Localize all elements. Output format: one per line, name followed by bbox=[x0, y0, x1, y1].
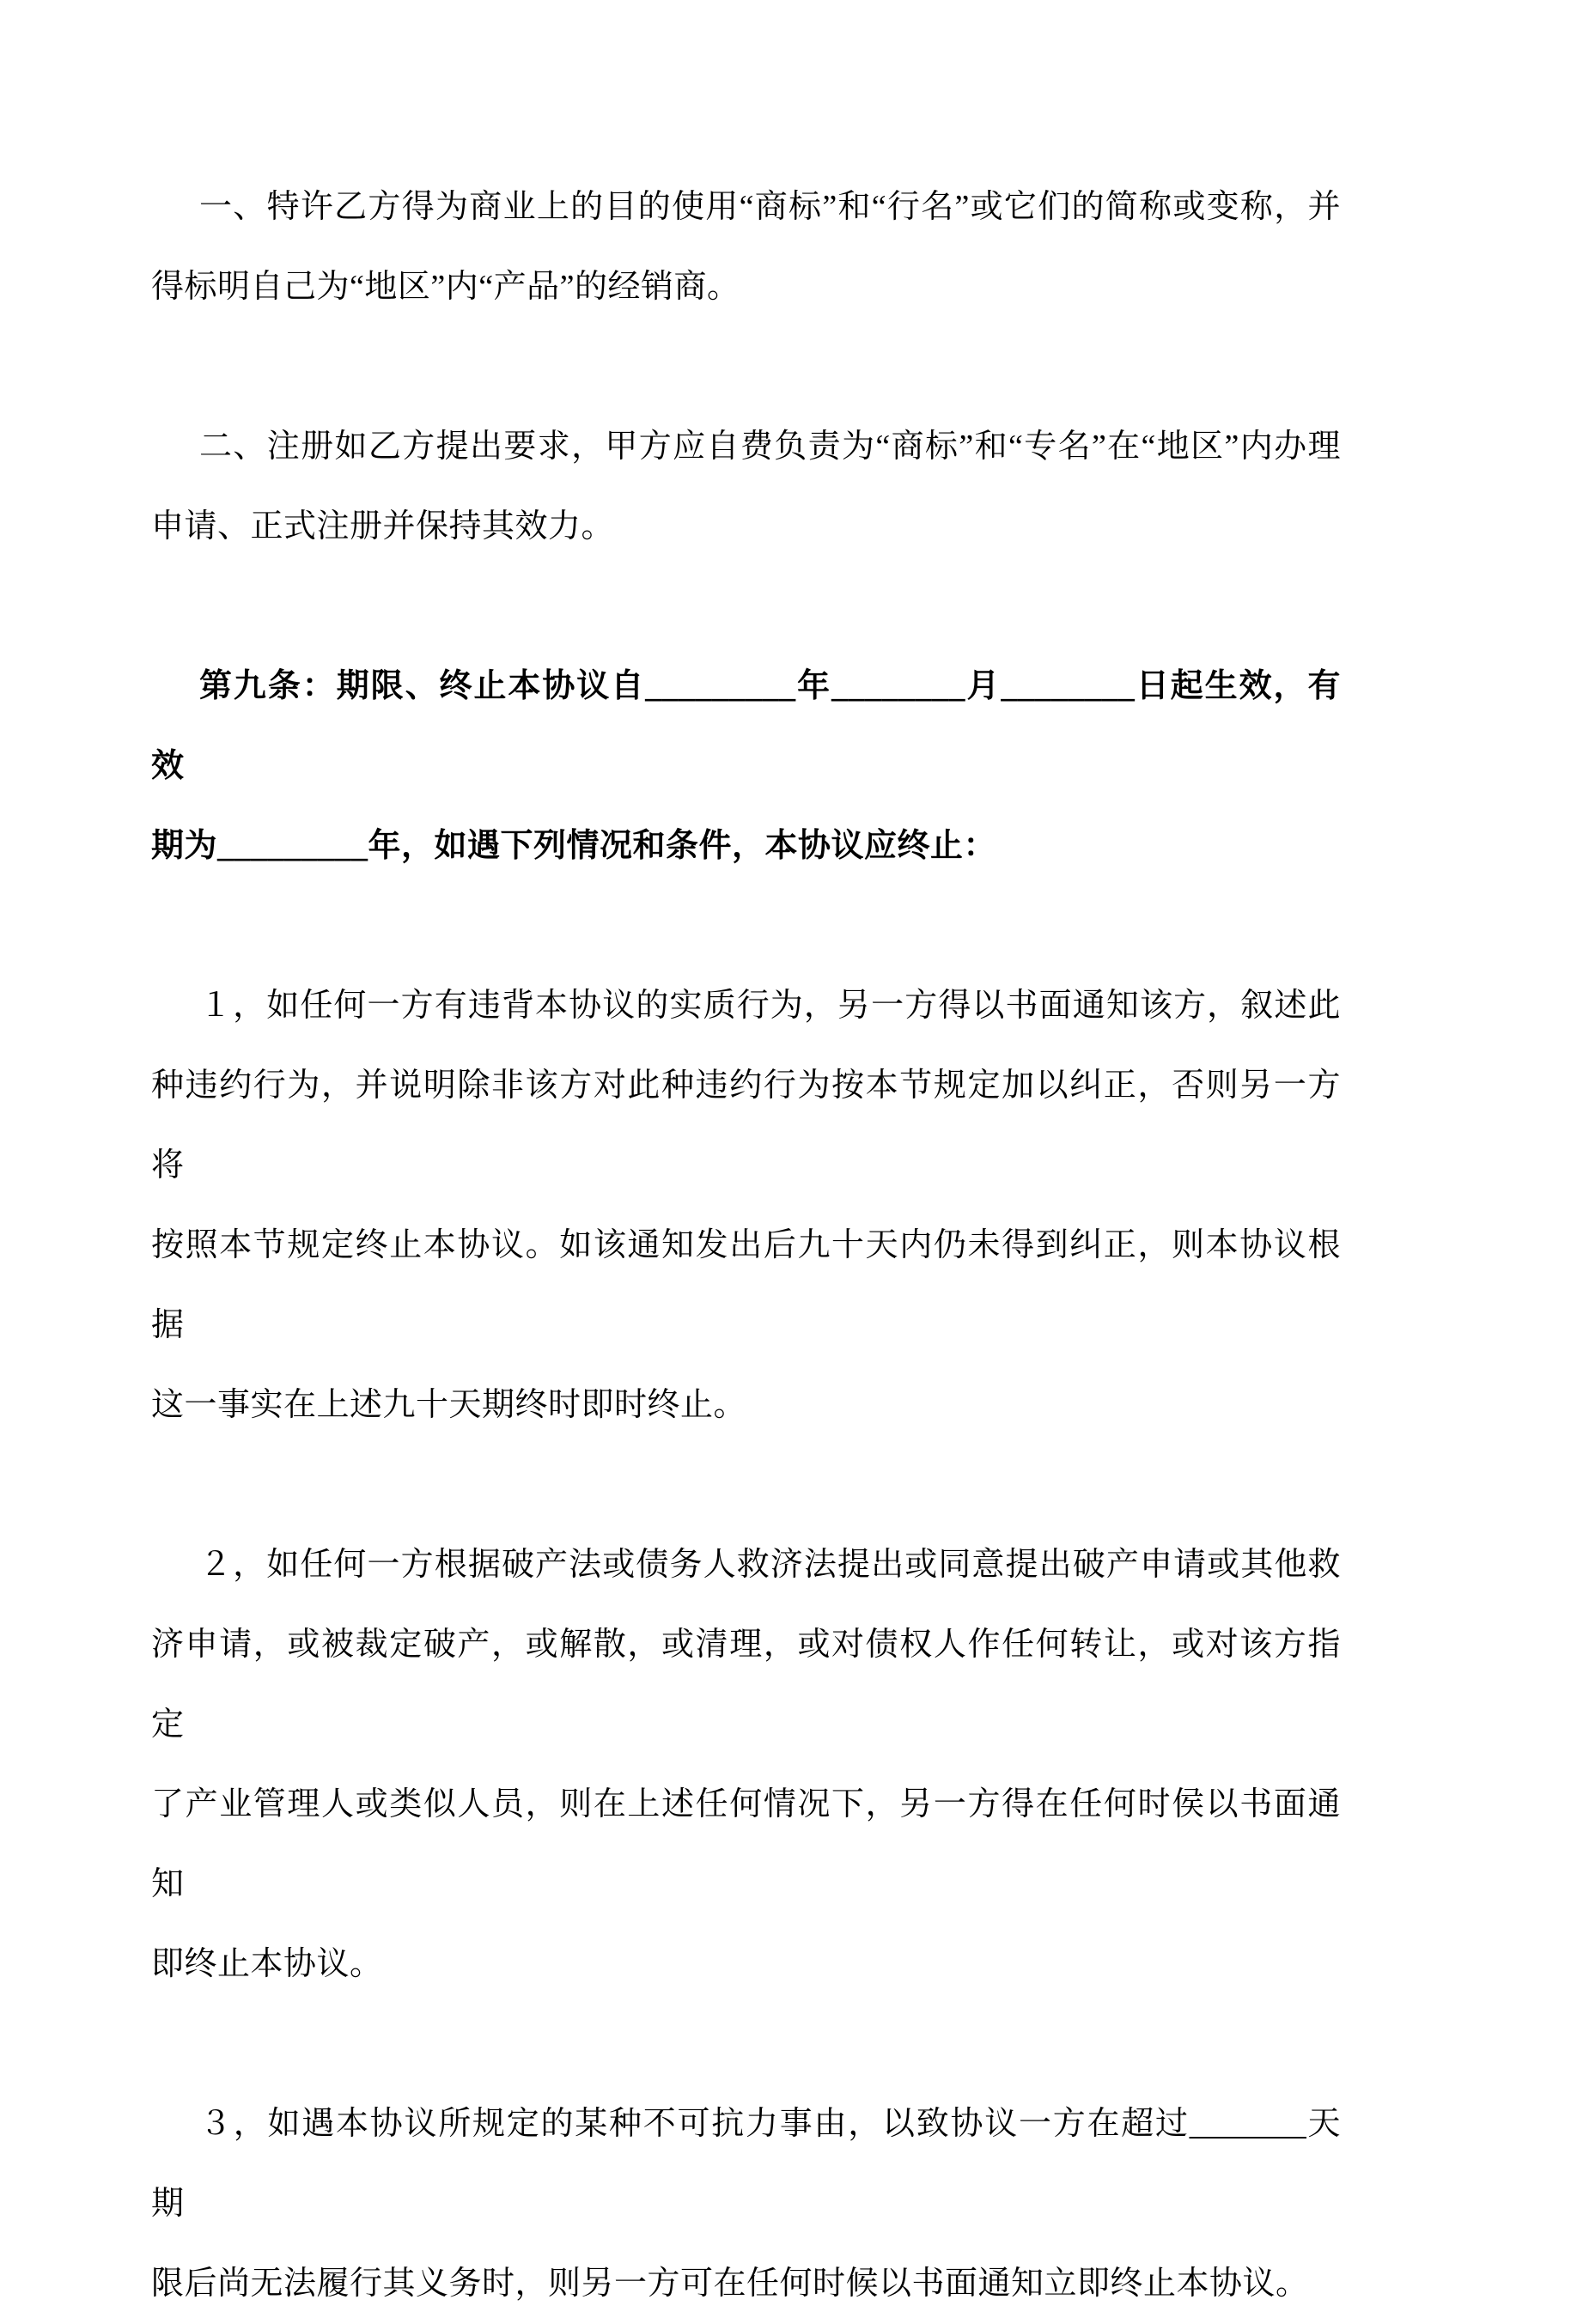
clause-1-trademark-use bbox=[151, 167, 1341, 327]
termination-item-2-bankruptcy bbox=[151, 1525, 1341, 2005]
text-line: 限后尚无法履行其义务时，则另一方可在任何时候以书面通知立即终止本协议。 bbox=[151, 2266, 1309, 2302]
text-line: 二、注册如乙方提出要求，甲方应自费负责为“商标”和“专名”在“地区”内办理 bbox=[199, 429, 1341, 465]
text-line-with-days-blank: ３，如遇本协议所规定的某种不可抗力事由，以致协议一方在超过_______天期 bbox=[151, 2106, 1341, 2222]
text-line-with-years-blank: 期为_________年，如遇下列情况和条件，本协议应终止： bbox=[151, 828, 997, 864]
text-line: 了产业管理人或类似人员，则在上述任何情况下，另一方得在任何时侯以书面通知 bbox=[151, 1786, 1341, 1902]
text-line-with-date-blanks: 第九条：期限、终止本协议自_________年________月________日起生效，有效 bbox=[151, 668, 1341, 784]
text-line: 即终止本协议。 bbox=[151, 1946, 383, 1982]
termination-item-1-breach bbox=[151, 966, 1341, 1445]
text-line: 申请、正式注册并保持其效力。 bbox=[151, 508, 615, 544]
article-9-term-and-termination bbox=[151, 647, 1341, 886]
text-line: 这一事实在上述九十天期终时即时终止。 bbox=[151, 1387, 747, 1423]
termination-item-3-force-majeure bbox=[151, 2084, 1341, 2324]
text-line: 得标明自己为“地区”内“产品”的经销商。 bbox=[151, 269, 740, 305]
text-line: ２，如任何一方根据破产法或债务人救济法提出或同意提出破产申请或其他救 bbox=[199, 1547, 1341, 1583]
clause-2-registration bbox=[151, 407, 1341, 567]
text-line: 种违约行为，并说明除非该方对此种违约行为按本节规定加以纠正，否则另一方将 bbox=[151, 1068, 1341, 1183]
text-line: １，如任何一方有违背本协议的实质行为，另一方得以书面通知该方，叙述此 bbox=[199, 988, 1341, 1024]
text-line: 一、特许乙方得为商业上的目的使用“商标”和“行名”或它们的简称或变称，并 bbox=[199, 189, 1341, 225]
text-line: 济申请，或被裁定破产，或解散，或清理，或对债权人作任何转让，或对该方指定 bbox=[151, 1627, 1341, 1743]
text-line: 按照本节规定终止本协议。如该通知发出后九十天内仍未得到纠正，则本协议根据 bbox=[151, 1227, 1341, 1343]
